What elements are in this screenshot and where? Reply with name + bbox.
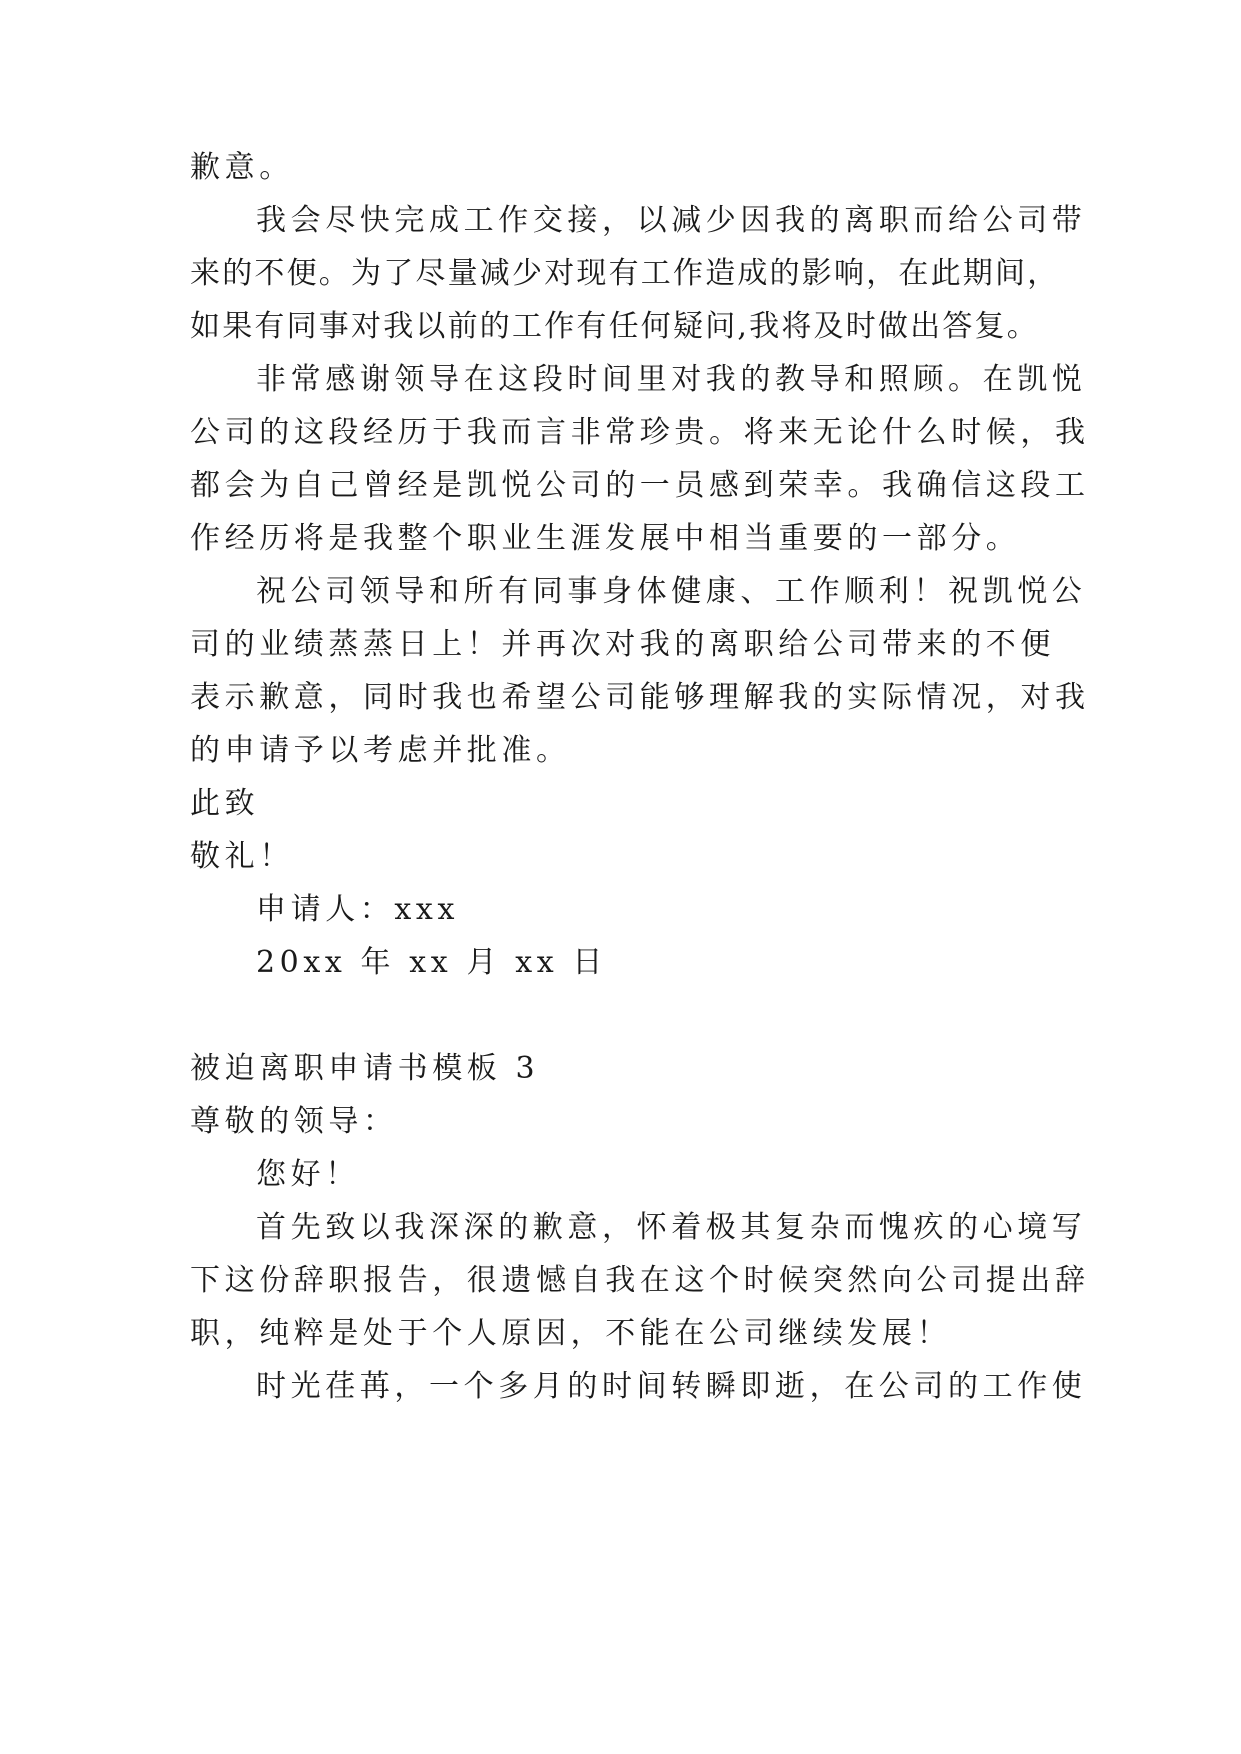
body-text-line: 来的不便。为了尽量减少对现有工作造成的影响，在此期间， <box>190 256 1060 291</box>
body-text-line: 职，纯粹是处于个人原因，不能在公司继续发展！ <box>190 1316 952 1351</box>
section-title: 被迫离职申请书模板 3 <box>190 1051 540 1086</box>
body-text-line: 下这份辞职报告，很遗憾自我在这个时候突然向公司提出辞 <box>190 1263 1090 1298</box>
body-text-line: 表示歉意，同时我也希望公司能够理解我的实际情况，对我 <box>190 680 1090 715</box>
paragraph-first-line: 非常感谢领导在这段时间里对我的教导和照顾。在凯悦 <box>256 362 1087 397</box>
paragraph-first-line: 时光荏苒，一个多月的时间转瞬即逝，在公司的工作使 <box>256 1369 1087 1404</box>
letter-hello: 您好！ <box>256 1157 360 1192</box>
body-text-line: 司的业绩蒸蒸日上！并再次对我的离职给公司带来的不便 <box>190 627 1055 662</box>
body-text-line: 公司的这段经历于我而言非常珍贵。将来无论什么时候，我 <box>190 415 1090 450</box>
body-text-line: 如果有同事对我以前的工作有任何疑问,我将及时做出答复。 <box>190 309 1039 344</box>
signature-date: 20xx 年 xx 月 xx 日 <box>256 945 607 980</box>
signature-applicant: 申请人：xxx <box>256 892 459 927</box>
closing-salutation: 此致 <box>190 786 260 821</box>
body-text-line: 的申请予以考虑并批准。 <box>190 733 571 768</box>
body-text-line: 歉意。 <box>190 150 294 185</box>
body-text-line: 都会为自己曾经是凯悦公司的一员感到荣幸。我确信这段工 <box>190 468 1090 503</box>
paragraph-first-line: 首先致以我深深的歉意，怀着极其复杂而愧疚的心境写 <box>256 1210 1087 1245</box>
body-text-line: 作经历将是我整个职业生涯发展中相当重要的一部分。 <box>190 521 1021 556</box>
letter-greeting: 尊敬的领导： <box>190 1104 398 1139</box>
paragraph-first-line: 我会尽快完成工作交接，以减少因我的离职而给公司带 <box>256 203 1087 238</box>
closing-regards: 敬礼！ <box>190 839 294 874</box>
paragraph-first-line: 祝公司领导和所有同事身体健康、工作顺利！祝凯悦公 <box>256 574 1087 609</box>
